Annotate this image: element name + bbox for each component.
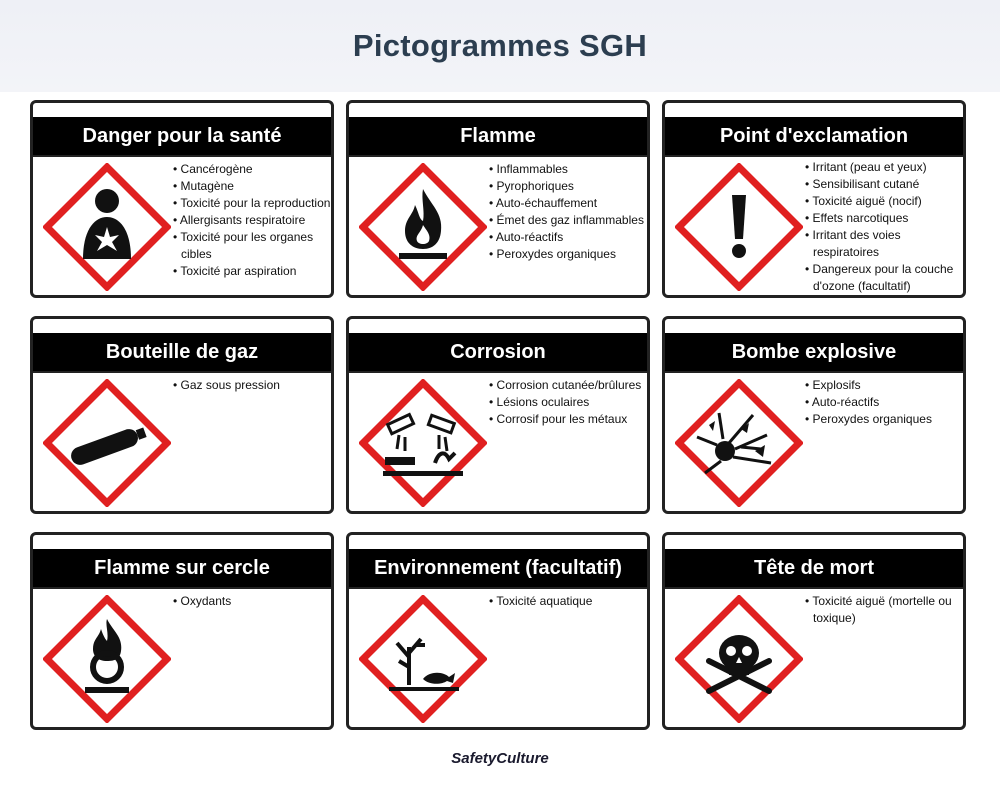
card-flame-over-circle (30, 532, 334, 730)
gas-cylinder-icon (43, 379, 171, 507)
list-item: • Toxicité pour la reproduction (173, 195, 333, 212)
hazard-list (173, 377, 333, 394)
brand-logo: SafetyCulture (451, 750, 549, 767)
card-title: Bouteille de gaz (33, 333, 331, 371)
flame-over-circle-icon (43, 595, 171, 723)
list-item: • Corrosif pour les métaux (489, 411, 649, 428)
flame-icon (359, 163, 487, 291)
card-title: Corrosion (349, 333, 647, 371)
hazard-list (173, 161, 333, 280)
hazard-list (489, 161, 649, 263)
list-item: • Explosifs (805, 377, 965, 394)
list-item: • Toxicité pour les organes cibles (173, 229, 333, 263)
hazard-list (489, 377, 649, 428)
list-item: • Dangereux pour la couche d'ozone (facultatif) (805, 261, 965, 295)
page-title: Pictogrammes SGH (352, 28, 648, 63)
card-gas-cylinder (30, 316, 334, 514)
exploding-bomb-icon (675, 379, 803, 507)
card-title: Environnement (facultatif) (349, 549, 647, 587)
card-title: Danger pour la santé (33, 117, 331, 155)
list-item: • Allergisants respiratoire (173, 212, 333, 229)
hazard-list (489, 593, 649, 610)
card-title: Tête de mort (665, 549, 963, 587)
list-item: • Pyrophoriques (489, 178, 649, 195)
list-item: • Sensibilisant cutané (805, 176, 965, 193)
card-health-hazard (30, 100, 334, 298)
card-corrosion (346, 316, 650, 514)
list-item: • Cancérogène (173, 161, 333, 178)
list-item: • Mutagène (173, 178, 333, 195)
health-hazard-icon (43, 163, 171, 291)
list-item: • Oxydants (173, 593, 333, 610)
corrosion-icon (359, 379, 487, 507)
list-item: • Toxicité aquatique (489, 593, 649, 610)
card-title: Bombe explosive (665, 333, 963, 371)
list-item: • Inflammables (489, 161, 649, 178)
hazard-list (805, 377, 965, 428)
list-item: • Corrosion cutanée/brûlures (489, 377, 649, 394)
list-item: • Toxicité aiguë (nocif) (805, 193, 965, 210)
list-item: • Toxicité par aspiration (173, 263, 333, 280)
list-item: • Irritant des voies respiratoires (805, 227, 965, 261)
list-item: • Peroxydes organiques (489, 246, 649, 263)
card-exclamation (662, 100, 966, 298)
list-item: • Auto-réactifs (805, 394, 965, 411)
card-title: Flamme sur cercle (33, 549, 331, 587)
hazard-list (805, 159, 965, 295)
list-item: • Émet des gaz inflammables (489, 212, 649, 229)
list-item: • Lésions oculaires (489, 394, 649, 411)
environment-icon (359, 595, 487, 723)
card-exploding-bomb (662, 316, 966, 514)
list-item: • Peroxydes organiques (805, 411, 965, 428)
list-item: • Auto-réactifs (489, 229, 649, 246)
card-title: Flamme (349, 117, 647, 155)
card-title: Point d'exclamation (665, 117, 963, 155)
card-skull-crossbones (662, 532, 966, 730)
list-item: • Toxicité aiguë (mortelle ou toxique) (805, 593, 965, 627)
skull-crossbones-icon (675, 595, 803, 723)
card-flame (346, 100, 650, 298)
list-item: • Gaz sous pression (173, 377, 333, 394)
list-item: • Irritant (peau et yeux) (805, 159, 965, 176)
exclamation-icon (675, 163, 803, 291)
card-environment (346, 532, 650, 730)
hazard-list (173, 593, 333, 610)
list-item: • Auto-échauffement (489, 195, 649, 212)
list-item: • Effets narcotiques (805, 210, 965, 227)
hazard-list (805, 593, 965, 627)
